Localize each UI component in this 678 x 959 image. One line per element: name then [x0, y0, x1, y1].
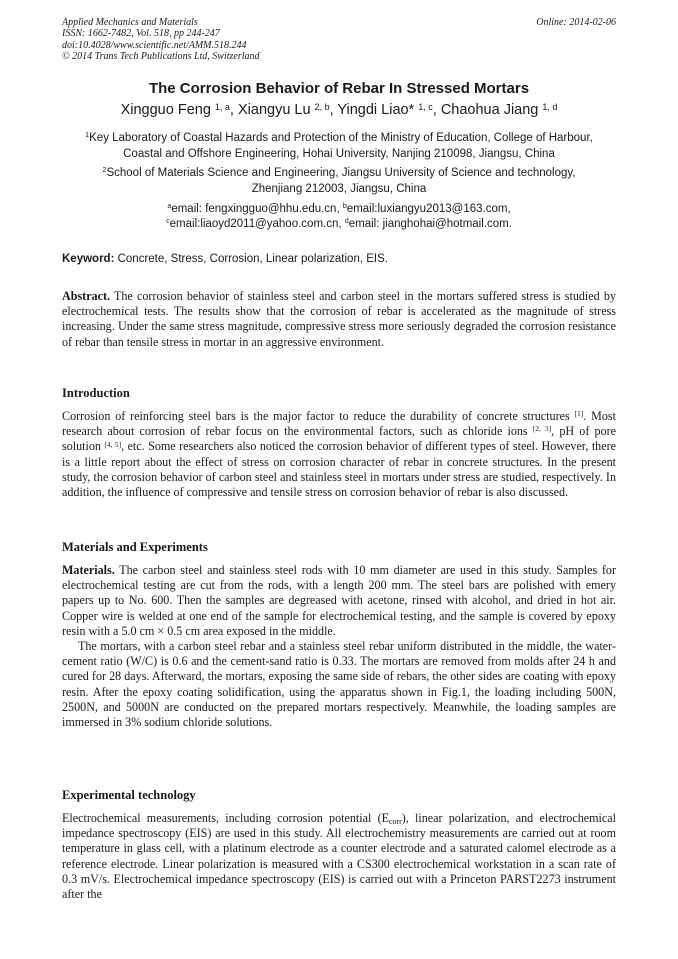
- intro-text: , etc. Some researchers also noticed the corrosion behavior of different types of steel. However, there is a little report about the effect of stress on corrosion character of rebar in concrete structures. In the present study, the corrosion behavior of carbon steel and stainless steel in mortars under stress are studied, respectively. In addition, the influence of compressive and tensile stress on corrosion behavior of rebar is also discussed.: [62, 439, 616, 500]
- section-heading-materials: Materials and Experiments: [62, 540, 208, 554]
- email-mark: b: [342, 202, 347, 211]
- technology-text: ), linear polarization, and electrochemical impedance spectroscopy (EIS) are used in this study. All electrochemistry measurements are carried out at room temperature in glass cell, with a platinum electrode as a counter electrode and a saturated calomel electrode as a reference electrode. Linear polarization is measured with a CS300 electrochemical workstation in a scan rate of 0.3 mV/s. Electrochemical impedance spectroscopy (EIS) is carried out with a Princeton PARST2273 instrument after the: [62, 811, 616, 902]
- materials-body: [62, 563, 616, 730]
- materials-label: Materials.: [62, 563, 115, 577]
- introduction-body: [62, 409, 616, 500]
- author-list: Xingguo Feng $^{1, a}$, Xiangyu Lu $^{2, b}$, Yingdi Liao* $^{1, c}$, Chaohua Jiang $^{1, d}$: [120, 101, 558, 118]
- affiliation-1: [62, 131, 616, 162]
- email-address: email:luxiangyu2013@163.com,: [346, 203, 511, 215]
- section-heading-introduction: Introduction: [62, 386, 130, 400]
- author-name: Xiangyu Lu: [237, 102, 311, 118]
- citation: [1]: [574, 409, 584, 419]
- email-list: [62, 202, 616, 231]
- affiliation-2: [62, 166, 616, 197]
- keywords: [62, 252, 616, 266]
- email-address: email: jianghohai@hotmail.com.: [348, 217, 512, 230]
- intro-text: Corrosion of reinforcing steel bars is the major factor to reduce the durability of concrete structures: [62, 409, 575, 423]
- affiliation-mark: 1: [85, 131, 90, 140]
- author-affiliation-mark: 1, a: [214, 101, 230, 112]
- author-affiliation-mark: 1, d: [542, 101, 558, 112]
- mortars-paragraph: The mortars, with a carbon steel rebar and a stainless steel rebar uniform distributed in the middle, the water-cement ratio (W/C) is 0.6 and the cement-sand ratio is 0.33. The mortars are removed from molds after 24 h and cured for 28 days. Afterward, the mortars, exposing the same side of rebars, the other sides are coating with epoxy resin. After the epoxy coating solidification, using the apparatus shown in Fig.1, the loading including 500N, 2500N, and 5000N are conducted on the prepared mortars respectively. Meanwhile, the loading samples are immersed in 3% sodium chloride solutions.: [62, 639, 616, 730]
- publication-header: [62, 17, 616, 62]
- technology-text: Electrochemical measurements, including corrosion potential (E: [62, 811, 390, 825]
- affiliation-line: Zhenjiang 212003, Jiangsu, China: [251, 182, 427, 195]
- email-mark: a: [167, 202, 172, 211]
- email-mark: d: [344, 216, 349, 225]
- author-name: Xingguo Feng: [120, 102, 211, 118]
- intro-text: . Most research about corrosion of rebar focus on the environmental factors, such as chloride ions: [62, 409, 616, 439]
- abstract: [62, 289, 616, 350]
- citation: [4, 5]: [104, 439, 122, 449]
- paper-title: The Corrosion Behavior of Rebar In Stressed Mortars: [148, 80, 530, 97]
- technology-body: [62, 811, 616, 902]
- section-heading-technology: Experimental technology: [62, 788, 196, 802]
- email-address: email: fengxingguo@hhu.edu.cn,: [171, 203, 343, 215]
- keyword-text: Concrete, Stress, Corrosion, Linear polarization, EIS.: [114, 253, 388, 265]
- citation: [2, 3]: [532, 424, 552, 434]
- issn-line: ISSN: 1662-7482, Vol. 518, pp 244-247: [62, 28, 220, 40]
- affiliation-line: School of Materials Science and Engineering, Jiangsu University of Science and technology,: [106, 167, 576, 179]
- author-affiliation-mark: 1, c: [418, 101, 433, 112]
- abstract-label: Abstract.: [62, 289, 111, 303]
- affiliation-mark: 2: [102, 166, 107, 175]
- email-mark: c: [166, 216, 170, 225]
- copyright-line: © 2014 Trans Tech Publications Ltd, Switzerland: [62, 50, 260, 62]
- affiliation-line: Coastal and Offshore Engineering, Hohai University, Nanjing 210098, Jiangsu, China: [123, 147, 555, 160]
- doi-line: doi:10.4028/www.scientific.net/AMM.518.244: [62, 39, 247, 51]
- subscript: corr: [389, 817, 402, 827]
- author-name: Chaohua Jiang: [440, 102, 539, 118]
- abstract-text: The corrosion behavior of stainless steel and carbon steel in the mortars suffered stress is studied by electrochemical tests. The results show that the corrosion of rebar is accelerated as the magnitude of stress increasing. Under the same stress magnitude, compressive stress more seriously degraded the corrosion resistance of rebar than tensile stress in mortar in an aggressive environment.: [62, 289, 616, 349]
- materials-paragraph: The carbon steel and stainless steel rods with 10 mm diameter are used in this study. Samples for electrochemical testing are cut from the rods, with a length 200 mm. The steel bars are polished with emery papers up to No. 600. Then the samples are degreased with acetone, rinsed with alcohol, and dried in hot air. Copper wire is welded at one end of the sample for electrochemical testing, and the sample is covered by epoxy resin with a 5.0 cm × 0.5 cm area exposed in the middle.: [62, 563, 616, 638]
- keyword-label: Keyword:: [62, 253, 115, 265]
- author-affiliation-mark: 2, b: [314, 101, 330, 112]
- email-address: email:liaoyd2011@yahoo.com.cn,: [169, 217, 345, 230]
- journal-name: Applied Mechanics and Materials: [62, 17, 198, 28]
- intro-text: , pH of pore solution: [62, 424, 617, 454]
- author-name: Yingdi Liao*: [337, 102, 415, 118]
- affiliation-line: Key Laboratory of Coastal Hazards and Protection of the Ministry of Education, College of Harbour,: [89, 132, 593, 144]
- online-date: Online: 2014-02-06: [536, 17, 616, 28]
